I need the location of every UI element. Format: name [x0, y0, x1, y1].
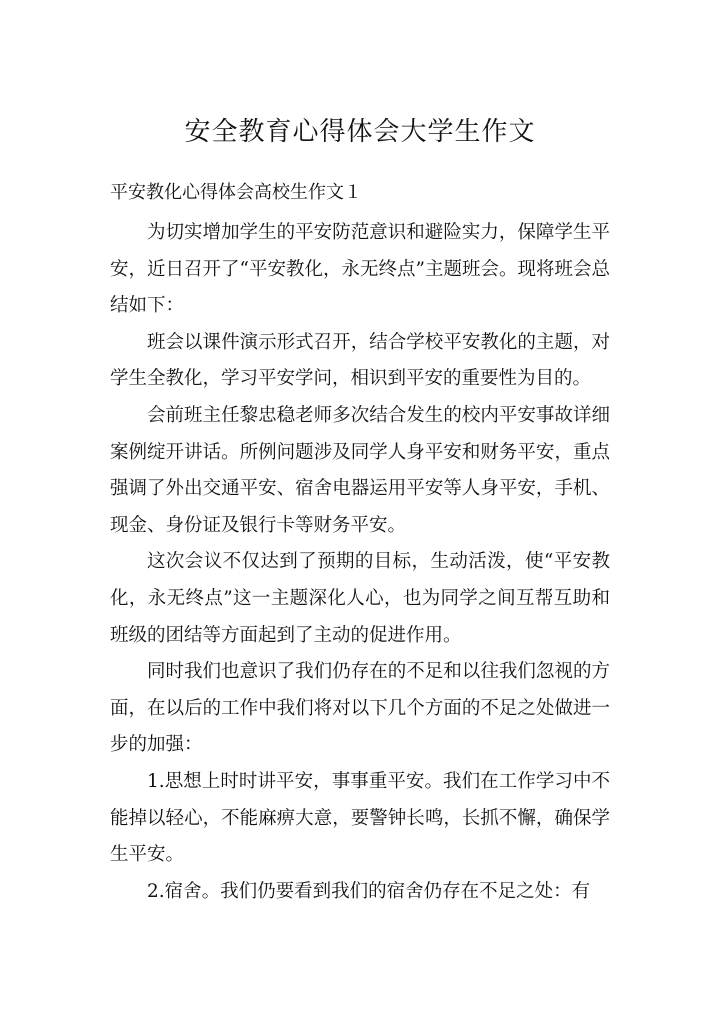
paragraph-6: 1.思想上时时讲平安，事事重平安。我们在工作学习中不能掉以轻心，不能麻痹大意，要警钟长鸣，长抓不懈，确保学生平安。	[110, 770, 610, 866]
document-title: 安全教育心得体会大学生作文	[184, 117, 536, 147]
paragraph-7: 2.宿舍。我们仍要看到我们的宿舍仍存在不足之处：有	[147, 880, 591, 902]
paragraph-2: 班会以课件演示形式召开，结合学校平安教化的主题，对学生全教化，学习平安学问，相识到平安的重要性为目的。	[110, 331, 610, 390]
paragraph-1: 为切实增加学生的平安防范意识和避险实力，保障学生平安，近日召开了“平安教化，永无终点”主题班会。现将班会总结如下：	[110, 222, 610, 317]
paragraph-4: 这次会议不仅达到了预期的目标，生动活泼，使“平安教化，永无终点”这一主题深化人心，也为同学之间互帮互助和班级的团结等方面起到了主动的促进作用。	[110, 551, 610, 646]
paragraph-5: 同时我们也意识了我们仍存在的不足和以往我们忽视的方面，在以后的工作中我们将对以下几个方面的不足之处做进一步的加强：	[110, 661, 610, 756]
document-body	[110, 215, 610, 910]
paragraph-3: 会前班主任黎忠稳老师多次结合发生的校内平安事故详细案例绽开讲话。所例问题涉及同学人身平安和财务平安，重点强调了外出交通平安、宿舍电器运用平安等人身平安，手机、现金、身份证及银行卡等财务平安。	[110, 404, 610, 536]
document-subtitle: 平安教化心得体会高校生作文１	[110, 182, 362, 203]
